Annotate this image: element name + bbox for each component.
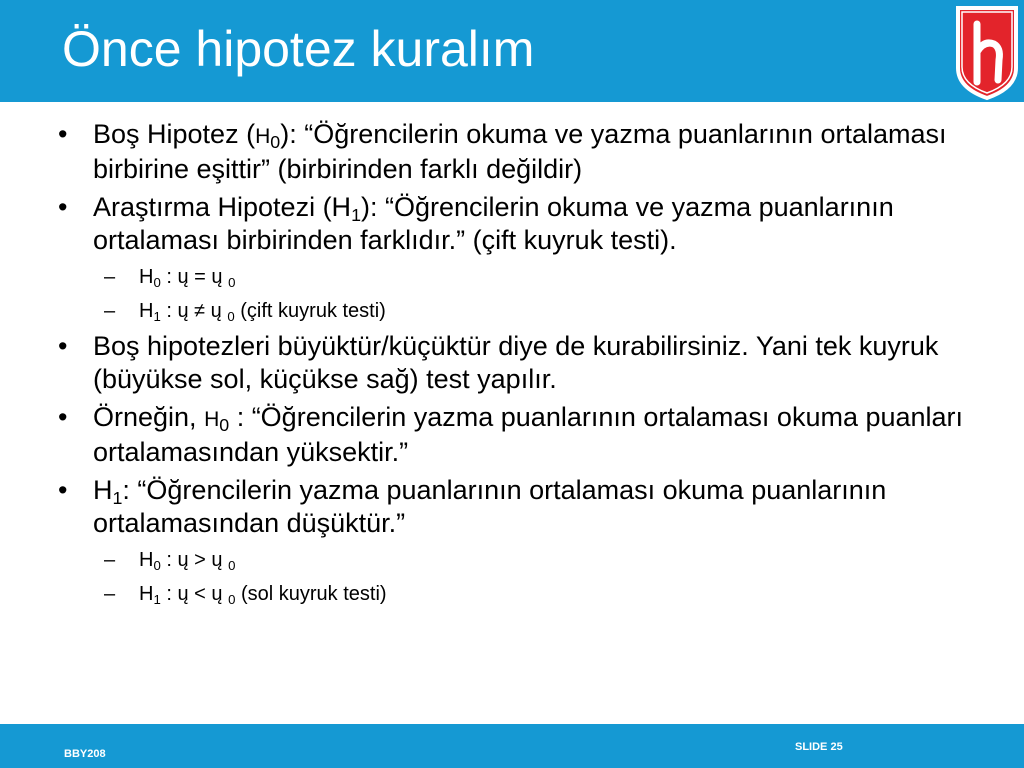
- text-run: : ų > ų: [160, 549, 229, 571]
- sub-bullet-item: [0, 579, 1024, 609]
- text-run: (çift kuyruk testi): [234, 300, 386, 322]
- sub-bullet-item: [0, 545, 1024, 575]
- sub-bullet-item: [0, 296, 1024, 326]
- subscript: 0: [153, 274, 161, 290]
- text-run: : ų < ų: [160, 583, 229, 605]
- bullet-marker: •: [58, 119, 68, 149]
- subscript: 0: [219, 414, 230, 435]
- text-run: : ų ≠ ų: [160, 300, 228, 322]
- footer-course-code: BBY208: [64, 748, 106, 760]
- hacettepe-logo-icon: [952, 2, 1022, 102]
- bullet-marker: •: [58, 475, 68, 505]
- subscript: 0: [153, 557, 161, 573]
- bullet-item: [0, 474, 1024, 540]
- text-run: H: [255, 125, 271, 148]
- bullet-item: [0, 401, 1024, 469]
- bullet-marker: •: [58, 402, 68, 432]
- text-run: ): “Öğrencilerin okuma ve yazma puanlarının ortalaması birbirinden farklıdır.” (çift kuyruk testi).: [93, 192, 894, 255]
- subscript: 1: [153, 591, 161, 607]
- subscript: 1: [153, 308, 161, 324]
- bullet-text: [93, 118, 966, 186]
- footer-slide-number: SLIDE 25: [795, 741, 843, 753]
- text-run: ): “Öğrencilerin okuma ve yazma puanlarının ortalaması birbirine eşittir” (birbirinden farklı değildir): [93, 119, 947, 184]
- bullet-text: [93, 191, 966, 257]
- bullet-item: [0, 191, 1024, 257]
- subscript: 0: [228, 557, 236, 573]
- text-run: H: [93, 475, 113, 505]
- text-run: Boş Hipotez (: [93, 119, 256, 149]
- footer-bar: [0, 724, 1024, 768]
- dash-marker: –: [104, 583, 116, 605]
- sub-bullet-item: [0, 262, 1024, 292]
- bullet-item: [0, 118, 1024, 186]
- text-run: Örneğin,: [93, 402, 205, 432]
- subscript: 0: [227, 308, 235, 324]
- bullet-text: [93, 330, 966, 396]
- text-run: Araştırma Hipotezi (H: [93, 192, 352, 222]
- bullet-marker: •: [58, 192, 68, 222]
- dash-marker: –: [104, 549, 116, 571]
- dash-marker: –: [104, 266, 116, 288]
- text-run: Boş hipotezleri büyüktür/küçüktür diye de kurabilirsiniz. Yani tek kuyruk (büyükse sol, küçükse sağ) test yapılır.: [93, 331, 939, 394]
- bullet-text: [139, 545, 966, 575]
- subscript: 1: [351, 204, 361, 225]
- text-run: H: [139, 300, 154, 322]
- text-run: H: [139, 583, 154, 605]
- slide-title: Önce hipotez kuralım: [62, 21, 535, 77]
- text-run: : ų = ų: [160, 266, 229, 288]
- bullet-list: [0, 118, 1024, 613]
- text-run: H: [204, 408, 220, 431]
- bullet-text: [139, 296, 966, 326]
- text-run: : “Öğrencilerin yazma puanlarının ortalaması okuma puanları ortalamasından yüksektir.”: [93, 402, 964, 467]
- bullet-text: [139, 579, 966, 609]
- subscript: 0: [228, 274, 236, 290]
- text-run: : “Öğrencilerin yazma puanlarının ortalaması okuma puanlarının ortalamasından düşüktür.”: [93, 475, 887, 538]
- subscript: 0: [228, 591, 236, 607]
- subscript: 1: [112, 487, 123, 508]
- bullet-marker: •: [58, 331, 68, 361]
- bullet-text: [93, 401, 966, 469]
- header-bar: [0, 0, 1024, 102]
- dash-marker: –: [104, 300, 116, 322]
- bullet-item: [0, 330, 1024, 396]
- subscript: 0: [270, 131, 281, 152]
- text-run: H: [139, 266, 154, 288]
- bullet-text: [139, 262, 966, 292]
- text-run: H: [139, 549, 154, 571]
- text-run: (sol kuyruk testi): [235, 583, 387, 605]
- bullet-text: [93, 474, 966, 540]
